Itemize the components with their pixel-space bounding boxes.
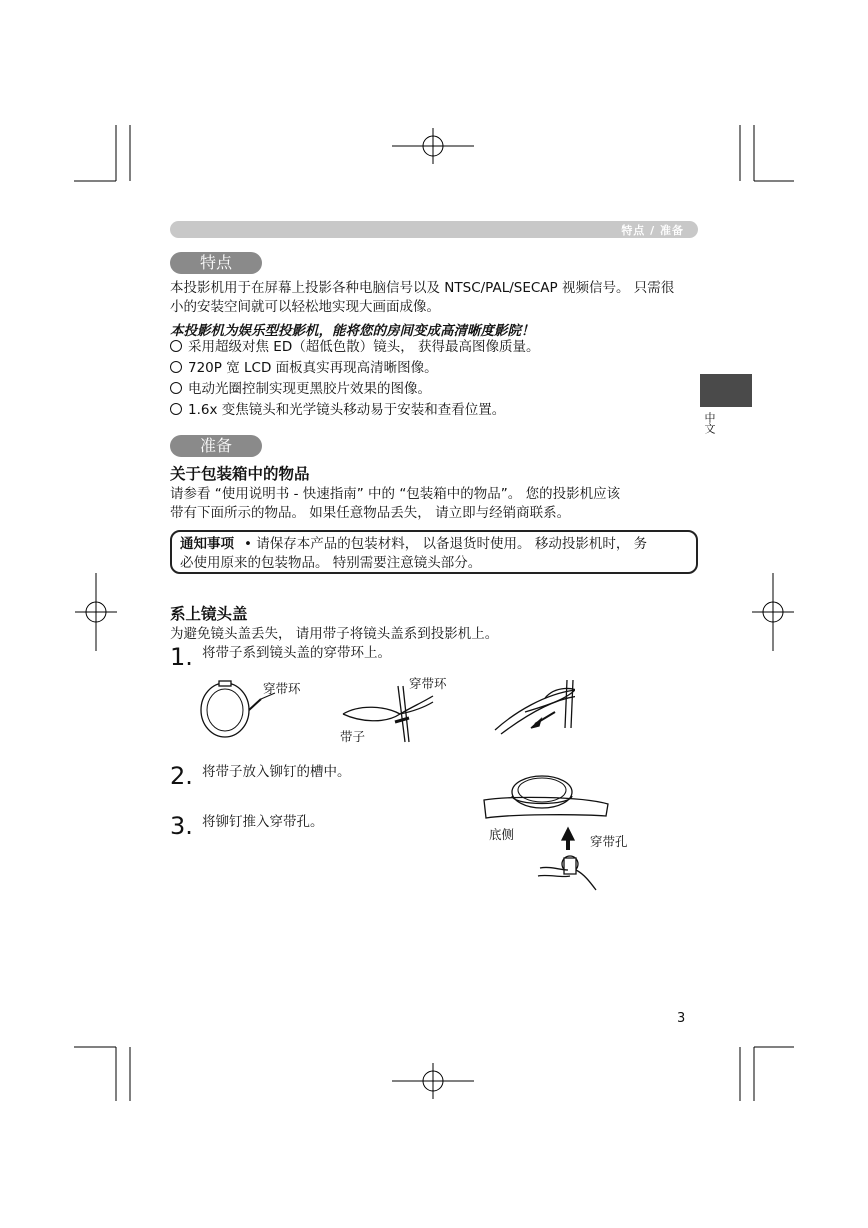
lens-cap-title: 系上镜头盖: [170, 605, 248, 623]
feature-bullet: [170, 400, 505, 420]
package-contents-title: 关于包装箱中的物品: [170, 465, 310, 483]
feature-bullet: [170, 379, 431, 399]
notice-label: 通知事项: [180, 536, 234, 552]
step-text: 将带子放入铆钉的槽中。: [202, 764, 351, 780]
features-intro: [170, 279, 696, 317]
section-header-title: 特点 / 准备: [621, 224, 684, 237]
fig-label-loop-a: 穿带环: [263, 681, 301, 696]
lens-cap-intro: 为避免镜头盖丢失， 请用带子将镜头盖系到投影机上。: [170, 626, 499, 642]
preparation-heading: 准备: [170, 435, 262, 457]
strap-attach-illustration: [195, 672, 575, 752]
notice-line1: • 请保存本产品的包装材料， 以备退货时使用。 移动投影机时， 务: [244, 536, 648, 552]
feature-bullet: [170, 358, 438, 378]
step-number: 3.: [170, 812, 193, 840]
page-number: 3: [677, 1011, 686, 1026]
feature-bullet: [170, 337, 540, 357]
features-intro-line1: 本投影机用于在屏幕上投影各种电脑信号以及 NTSC/PAL/SECAP 视频信号。 只需很: [170, 280, 675, 296]
package-contents-text: [170, 485, 696, 523]
language-tab: [700, 374, 752, 407]
fig-label-strap-hole: 穿带孔: [590, 834, 628, 849]
step-number: 1.: [170, 643, 193, 671]
fig-label-loop-b: 穿带环: [409, 676, 447, 691]
notice-box: [170, 530, 698, 574]
feature-bullet-text: 1.6x 变焦镜头和光学镜头移动易于安装和查看位置。: [188, 402, 506, 418]
fig-label-strap: 带子: [340, 729, 366, 744]
package-line2: 带有下面所示的物品。 如果任意物品丢失， 请立即与经销商联系。: [170, 505, 571, 521]
features-intro-line2: 小的安装空间就可以轻松地实现大画面成像。: [170, 299, 440, 315]
step-2: [170, 762, 351, 790]
step-3: [170, 812, 324, 840]
section-header-bar: [170, 221, 698, 238]
bullet-circle-icon: [170, 403, 182, 415]
bullet-circle-icon: [170, 340, 182, 352]
package-line1: 请参看 “使用说明书 - 快速指南” 中的 “包装箱中的物品”。 您的投影机应该: [170, 486, 621, 502]
step-1: [170, 643, 391, 671]
feature-bullet-text: 采用超级对焦 ED（超低色散）镜头， 获得最高图像质量。: [188, 339, 540, 355]
features-tagline: 本投影机为娱乐型投影机，能将您的房间变成高清晰度影院！: [170, 323, 535, 339]
feature-bullet-text: 720P 宽 LCD 面板真实再现高清晰图像。: [188, 360, 438, 376]
features-heading: 特点: [170, 252, 262, 274]
fig-label-bottom-side: 底侧: [489, 827, 515, 842]
step-number: 2.: [170, 762, 193, 790]
language-tab-label: 中文: [703, 412, 716, 434]
feature-bullet-text: 电动光圈控制实现更黑胶片效果的图像。: [188, 381, 431, 397]
notice-line2: 必使用原来的包装物品。 特别需要注意镜头部分。: [180, 555, 482, 571]
bullet-circle-icon: [170, 361, 182, 373]
step-text: 将铆钉推入穿带孔。: [202, 814, 324, 830]
step-text: 将带子系到镜头盖的穿带环上。: [202, 645, 391, 661]
bullet-circle-icon: [170, 382, 182, 394]
